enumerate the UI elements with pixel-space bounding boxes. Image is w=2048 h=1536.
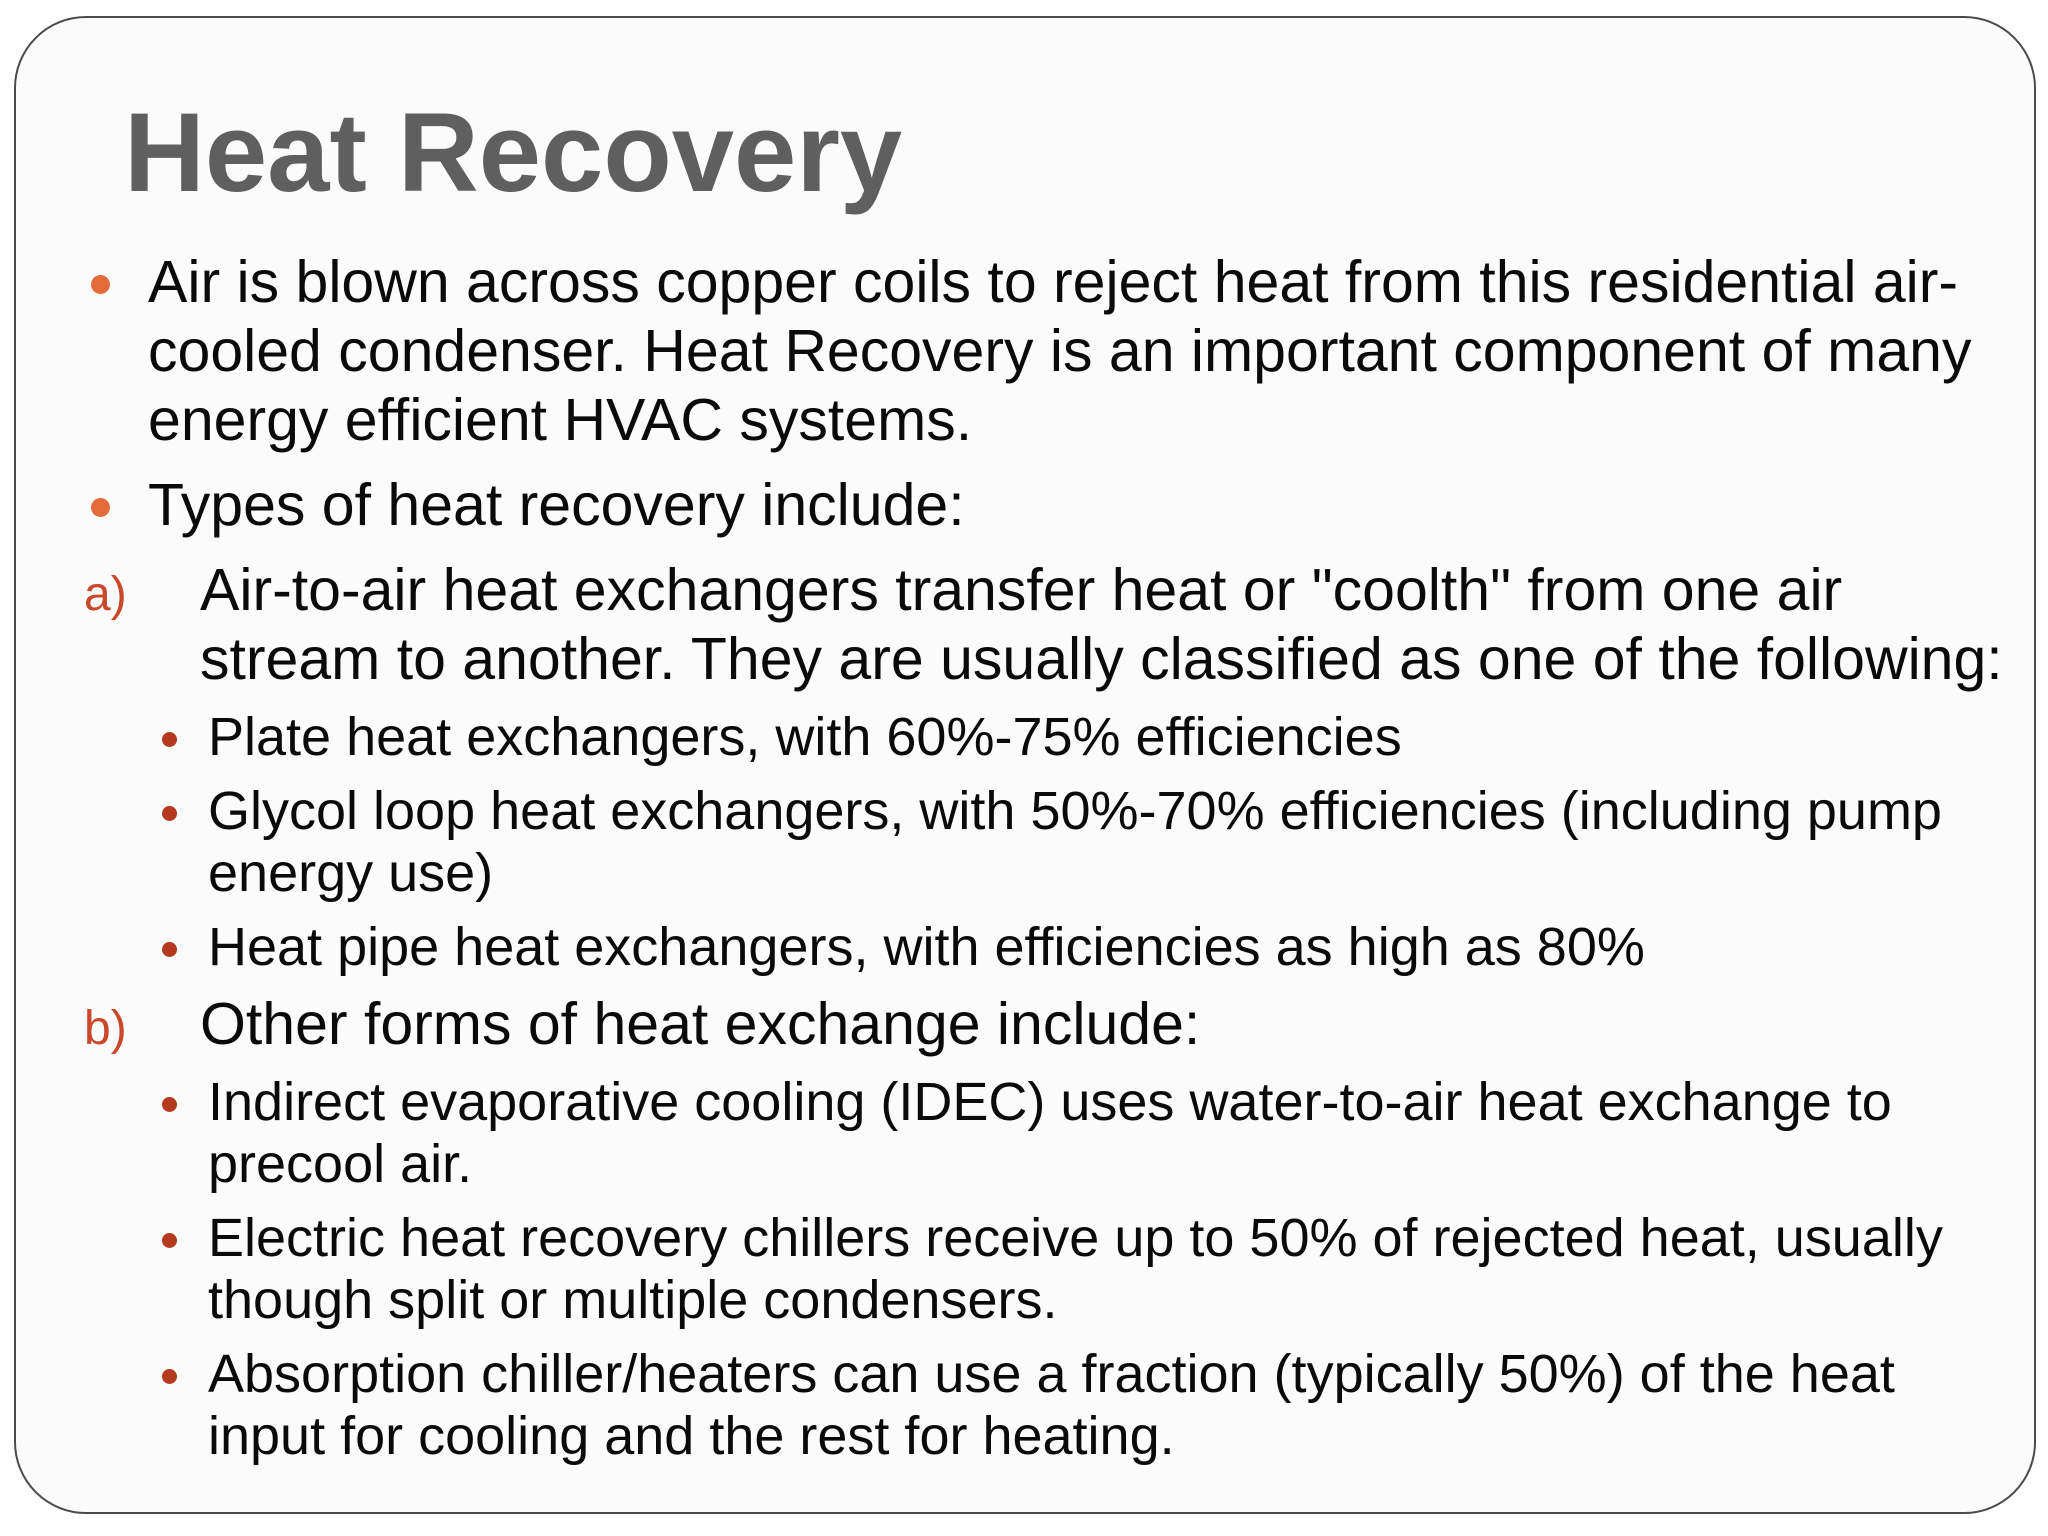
sub-bullet-dot-icon xyxy=(162,1097,177,1112)
sub-bullet-text: Electric heat recovery chillers receive up to 50% of rejected heat, usually though split or multiple condensers. xyxy=(208,1208,1943,1330)
sub-bullet-dot-icon xyxy=(162,806,177,821)
sub-bullet-text: Heat pipe heat exchangers, with efficiencies as high as 80% xyxy=(208,917,1645,977)
sub-bullet-dot-icon xyxy=(162,1233,177,1248)
sub-bullet-dot-icon xyxy=(162,1369,177,1384)
sub-bullet-dot-icon xyxy=(162,732,177,747)
sub-bullet-text: Absorption chiller/heaters can use a fraction (typically 50%) of the heat input for cooling and the rest for heating. xyxy=(208,1344,1895,1466)
sub-bullet-item xyxy=(0,916,2048,978)
section-a-text: Air-to-air heat exchangers transfer heat or "coolth" from one air stream to another. They are usually classified as one of the following: xyxy=(200,557,2003,692)
sub-bullet-text: Indirect evaporative cooling (IDEC) uses water-to-air heat exchange to precool air. xyxy=(208,1072,1892,1194)
list-marker-a: a) xyxy=(84,568,127,621)
bullet-dot-icon xyxy=(91,498,110,517)
sub-bullet-item xyxy=(0,706,2048,768)
sub-bullet-dot-icon xyxy=(162,942,177,957)
section-b-text: Other forms of heat exchange include: xyxy=(200,991,1201,1057)
sub-bullet-text: Glycol loop heat exchangers, with 50%-70% efficiencies (including pump energy use) xyxy=(208,781,1942,903)
sub-bullet-text: Plate heat exchangers, with 60%-75% efficiencies xyxy=(208,707,1402,767)
sub-bullet-item xyxy=(0,1071,2048,1195)
slide-body xyxy=(0,248,2048,1479)
bullet-text: Air is blown across copper coils to reject heat from this residential air-cooled condenser. Heat Recovery is an important component of many energy efficient HVAC systems. xyxy=(148,249,1972,453)
bullet-text: Types of heat recovery include: xyxy=(148,472,965,538)
slide-title: Heat Recovery xyxy=(124,90,903,215)
section-a xyxy=(0,556,2048,694)
section-b xyxy=(0,990,2048,1059)
sub-bullet-item xyxy=(0,1207,2048,1331)
bullet-item xyxy=(0,471,2048,540)
bullet-item xyxy=(0,248,2048,455)
bullet-dot-icon xyxy=(91,275,110,294)
sub-bullet-item xyxy=(0,780,2048,904)
sub-bullet-item xyxy=(0,1343,2048,1467)
list-marker-b: b) xyxy=(84,1002,127,1055)
